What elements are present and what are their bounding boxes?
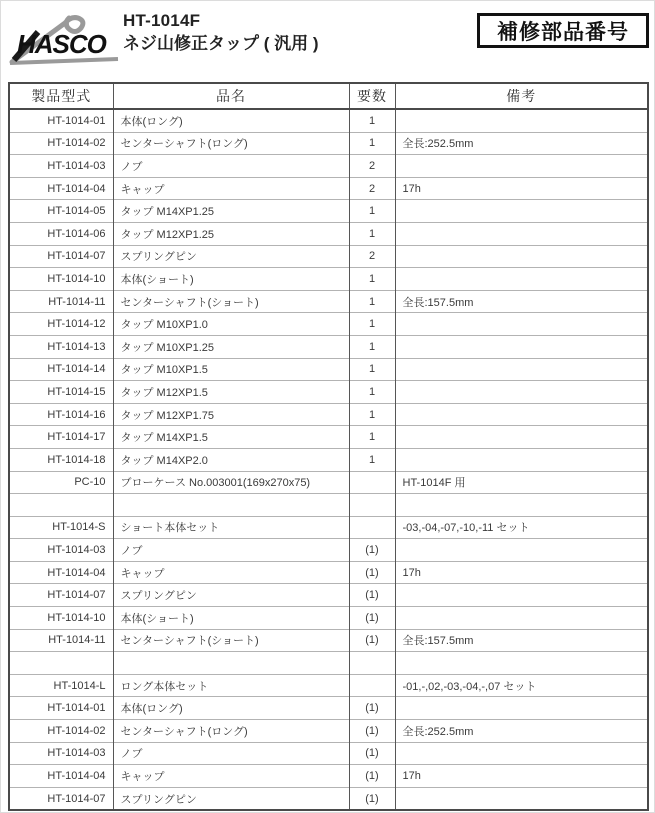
cell-note: 17h <box>395 177 648 200</box>
cell-qty: (1) <box>349 787 395 810</box>
cell-name: 本体(ロング) <box>113 109 349 132</box>
cell-note <box>395 494 648 517</box>
cell-note: 全長:157.5mm <box>395 629 648 652</box>
cell-name: 本体(ショート) <box>113 607 349 630</box>
parts-table-header <box>9 83 648 109</box>
cell-qty: 1 <box>349 290 395 313</box>
table-row <box>9 765 648 788</box>
cell-note <box>395 403 648 426</box>
cell-name: ノブ <box>113 155 349 178</box>
cell-qty: 2 <box>349 177 395 200</box>
cell-model: HT-1014-04 <box>9 177 113 200</box>
cell-qty: (1) <box>349 561 395 584</box>
cell-qty: (1) <box>349 720 395 743</box>
cell-note <box>395 584 648 607</box>
table-row <box>9 222 648 245</box>
cell-note <box>395 697 648 720</box>
cell-qty <box>349 674 395 697</box>
cell-note <box>395 742 648 765</box>
cell-name: ノブ <box>113 742 349 765</box>
table-row <box>9 290 648 313</box>
cell-model: HT-1014-18 <box>9 448 113 471</box>
cell-name: センターシャフト(ロング) <box>113 132 349 155</box>
logo-baseline-shape <box>10 59 118 63</box>
parts-table-body <box>9 109 648 810</box>
cell-name: タップ M14XP2.0 <box>113 448 349 471</box>
cell-name <box>113 652 349 675</box>
cell-note <box>395 652 648 675</box>
cell-note <box>395 358 648 381</box>
cell-qty: 1 <box>349 109 395 132</box>
repair-parts-number-badge: 補修部品番号 <box>477 13 649 48</box>
cell-note <box>395 426 648 449</box>
cell-qty: 1 <box>349 403 395 426</box>
table-row <box>9 584 648 607</box>
cell-model: HT-1014-L <box>9 674 113 697</box>
table-row <box>9 607 648 630</box>
cell-name: タップ M12XP1.5 <box>113 381 349 404</box>
cell-model: HT-1014-11 <box>9 290 113 313</box>
cell-name: キャップ <box>113 765 349 788</box>
cell-name: スプリングピン <box>113 787 349 810</box>
cell-note <box>395 381 648 404</box>
cell-name: タップ M12XP1.75 <box>113 403 349 426</box>
cell-model: HT-1014-10 <box>9 268 113 291</box>
table-row <box>9 742 648 765</box>
cell-qty: 2 <box>349 155 395 178</box>
cell-model: HT-1014-01 <box>47 114 106 127</box>
cell-name: ショート本体セット <box>113 516 349 539</box>
table-row <box>9 674 648 697</box>
cell-name: ロング本体セット <box>113 674 349 697</box>
cell-note: 全長:252.5mm <box>395 132 648 155</box>
cell-model: HT-1014-06 <box>9 222 113 245</box>
cell-name: 本体(ロング) <box>113 697 349 720</box>
cell-model: HT-1014-03 <box>9 742 113 765</box>
cell-model: HT-1014-03 <box>9 155 113 178</box>
cell-qty: (1) <box>349 584 395 607</box>
cell-qty: 1 <box>349 222 395 245</box>
hasco-logo <box>8 8 120 66</box>
cell-qty: 2 <box>349 245 395 268</box>
cell-qty: (1) <box>349 629 395 652</box>
cell-model: HT-1014-01 <box>9 697 113 720</box>
cell-model <box>9 494 113 517</box>
cell-note: 17h <box>395 765 648 788</box>
cell-note <box>395 335 648 358</box>
cell-qty: 1 <box>349 313 395 336</box>
cell-note: 17h <box>395 561 648 584</box>
cell-qty: (1) <box>349 539 395 562</box>
cell-note <box>395 268 648 291</box>
table-row <box>9 313 648 336</box>
table-row <box>9 403 648 426</box>
cell-qty: 1 <box>349 268 395 291</box>
table-row <box>9 629 648 652</box>
table-row <box>9 245 648 268</box>
cell-model: HT-1014-04 <box>9 561 113 584</box>
cell-qty <box>349 652 395 675</box>
cell-note <box>395 200 648 223</box>
cell-name: ブローケース No.003001(169x270x75) <box>113 471 349 494</box>
table-row <box>9 561 648 584</box>
cell-qty <box>349 471 395 494</box>
table-row <box>9 268 648 291</box>
cell-name: タップ M10XP1.5 <box>113 358 349 381</box>
cell-model: HT-1014-16 <box>9 403 113 426</box>
cell-qty: 1 <box>349 426 395 449</box>
table-row <box>9 539 648 562</box>
cell-qty: 1 <box>349 132 395 155</box>
cell-note <box>395 155 648 178</box>
cell-note: 全長:157.5mm <box>395 290 648 313</box>
cell-note <box>395 787 648 810</box>
column-header-qty: 要数 <box>349 83 395 109</box>
logo-wordmark: HASCO <box>17 29 106 59</box>
parts-table <box>8 82 649 811</box>
table-row <box>9 494 648 517</box>
table-row <box>9 381 648 404</box>
cell-note: HT-1014F 用 <box>395 471 648 494</box>
table-row <box>9 787 648 810</box>
table-row <box>9 358 648 381</box>
cell-model: HT-1014-04 <box>9 765 113 788</box>
cell-model: HT-1014-07 <box>9 245 113 268</box>
cell-qty: 1 <box>349 448 395 471</box>
cell-qty <box>349 516 395 539</box>
cell-model: HT-1014-13 <box>9 335 113 358</box>
table-row <box>9 652 648 675</box>
table-row <box>9 109 648 132</box>
cell-note <box>395 539 648 562</box>
header-row <box>9 83 648 109</box>
cell-note <box>395 607 648 630</box>
cell-name: タップ M12XP1.25 <box>113 222 349 245</box>
cell-model: HT-1014-02 <box>9 720 113 743</box>
table-row <box>9 426 648 449</box>
cell-model: HT-1014-07 <box>9 584 113 607</box>
cell-name: キャップ <box>113 561 349 584</box>
page-title-subtitle: ネジ山修正タップ ( 汎用 ) <box>123 34 319 53</box>
cell-name: スプリングピン <box>113 584 349 607</box>
cell-name: キャップ <box>113 177 349 200</box>
cell-model: HT-1014-17 <box>9 426 113 449</box>
cell-note: 全長:252.5mm <box>395 720 648 743</box>
table-row <box>9 471 648 494</box>
cell-name: センターシャフト(ショート) <box>113 629 349 652</box>
cell-model: HT-1014-05 <box>9 200 113 223</box>
cell-note: -03,-04,-07,-10,-11 セット <box>395 516 648 539</box>
table-row <box>9 200 648 223</box>
cell-qty: (1) <box>349 742 395 765</box>
cell-model: HT-1014-S <box>9 516 113 539</box>
cell-model: HT-1014-15 <box>9 381 113 404</box>
cell-name <box>113 494 349 517</box>
cell-note: -01,-,02,-03,-04,-,07 セット <box>395 674 648 697</box>
cell-name: タップ M10XP1.0 <box>113 313 349 336</box>
cell-qty <box>349 494 395 517</box>
table-row <box>9 335 648 358</box>
cell-qty: (1) <box>349 697 395 720</box>
table-row <box>9 720 648 743</box>
column-header-model: 製品型式 <box>9 83 113 109</box>
cell-qty: (1) <box>349 765 395 788</box>
cell-name: ノブ <box>113 539 349 562</box>
page-title-model: HT-1014F <box>123 11 201 30</box>
cell-qty: 1 <box>349 200 395 223</box>
cell-note <box>395 109 648 132</box>
table-row <box>9 155 648 178</box>
cell-model: PC-10 <box>9 471 113 494</box>
cell-model: HT-1014-07 <box>9 787 113 810</box>
table-row <box>9 516 648 539</box>
cell-model <box>9 652 113 675</box>
cell-name: センターシャフト(ロング) <box>113 720 349 743</box>
cell-name: タップ M14XP1.25 <box>113 200 349 223</box>
cell-note <box>395 313 648 336</box>
cell-name: タップ M10XP1.25 <box>113 335 349 358</box>
cell-note <box>395 222 648 245</box>
table-row <box>9 697 648 720</box>
cell-model: HT-1014-11 <box>9 629 113 652</box>
cell-qty: 1 <box>349 358 395 381</box>
hasco-logo-graphic <box>8 8 120 66</box>
cell-qty: 1 <box>349 381 395 404</box>
cell-note <box>395 448 648 471</box>
cell-model: HT-1014-10 <box>9 607 113 630</box>
cell-name: スプリングピン <box>113 245 349 268</box>
table-row <box>9 448 648 471</box>
cell-name: タップ M14XP1.5 <box>113 426 349 449</box>
table-row <box>9 177 648 200</box>
cell-name: センターシャフト(ショート) <box>113 290 349 313</box>
column-header-remarks: 備考 <box>395 83 648 109</box>
cell-model: HT-1014-12 <box>9 313 113 336</box>
cell-name: 本体(ショート) <box>113 268 349 291</box>
table-row <box>9 132 648 155</box>
cell-model: HT-1014-14 <box>9 358 113 381</box>
column-header-name: 品名 <box>113 83 349 109</box>
title-block <box>123 10 319 56</box>
cell-note <box>395 245 648 268</box>
cell-qty: (1) <box>349 607 395 630</box>
cell-model: HT-1014-03 <box>9 539 113 562</box>
cell-qty: 1 <box>349 335 395 358</box>
cell-model: HT-1014-02 <box>9 132 113 155</box>
